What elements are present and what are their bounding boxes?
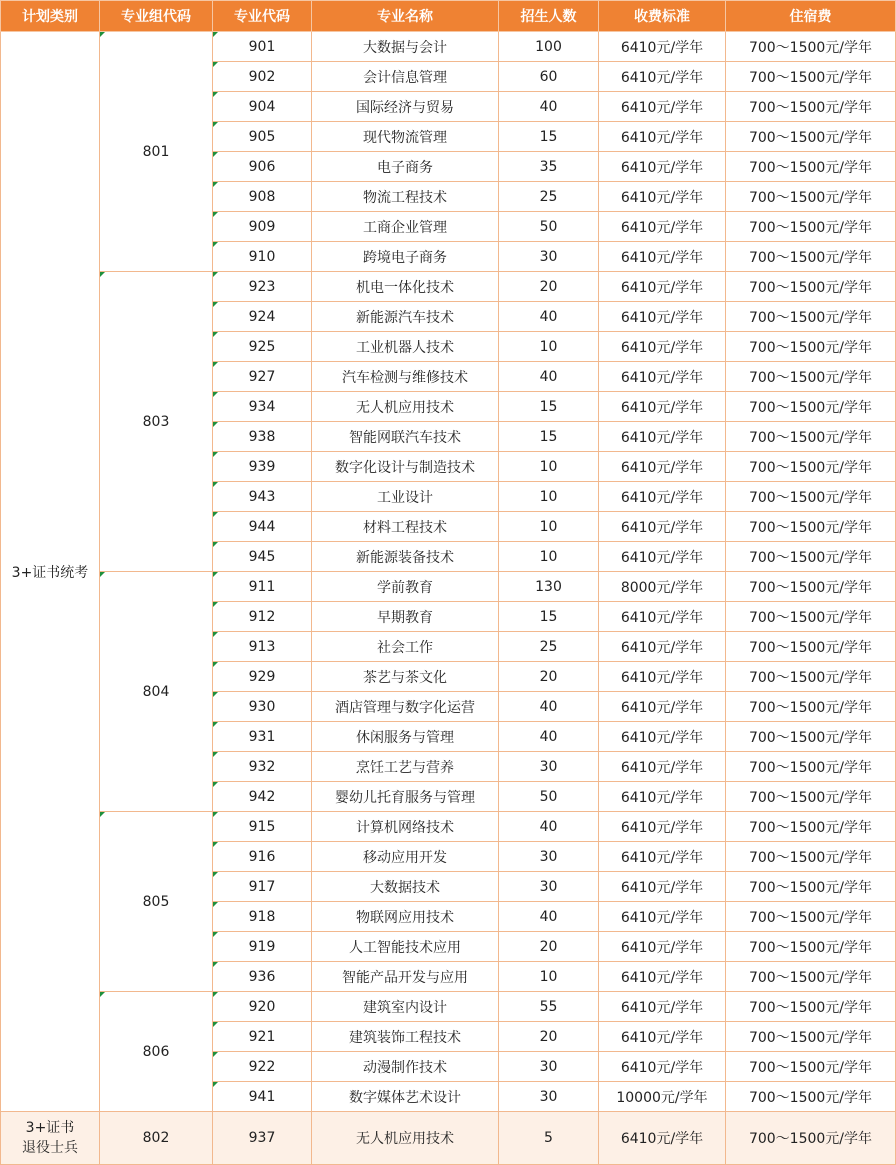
lodging-cell: 700～1500元/学年 xyxy=(726,1052,896,1082)
tuition-cell: 6410元/学年 xyxy=(599,362,726,392)
major-code-cell: 901 xyxy=(213,32,312,62)
tuition-cell: 6410元/学年 xyxy=(599,812,726,842)
tuition-cell: 6410元/学年 xyxy=(599,1022,726,1052)
major-code-cell: 936 xyxy=(213,962,312,992)
enrollment-cell: 30 xyxy=(499,242,599,272)
lodging-cell: 700～1500元/学年 xyxy=(726,632,896,662)
lodging-cell: 700～1500元/学年 xyxy=(726,842,896,872)
enrollment-cell: 5 xyxy=(499,1112,599,1165)
enrollment-cell: 15 xyxy=(499,422,599,452)
enrollment-cell: 10 xyxy=(499,332,599,362)
major-name-cell: 大数据技术 xyxy=(312,872,499,902)
header-major-name: 专业名称 xyxy=(312,1,499,32)
tuition-cell: 6410元/学年 xyxy=(599,632,726,662)
major-code-cell: 918 xyxy=(213,902,312,932)
major-name-cell: 建筑室内设计 xyxy=(312,992,499,1022)
major-name-cell: 建筑装饰工程技术 xyxy=(312,1022,499,1052)
tuition-cell: 6410元/学年 xyxy=(599,332,726,362)
tuition-cell: 6410元/学年 xyxy=(599,932,726,962)
major-name-cell: 材料工程技术 xyxy=(312,512,499,542)
major-code-cell: 925 xyxy=(213,332,312,362)
lodging-cell: 700～1500元/学年 xyxy=(726,812,896,842)
lodging-cell: 700～1500元/学年 xyxy=(726,722,896,752)
plan-category-line: 3+证书 xyxy=(25,1120,75,1136)
tuition-cell: 6410元/学年 xyxy=(599,482,726,512)
header-lodging: 住宿费 xyxy=(726,1,896,32)
lodging-cell: 700～1500元/学年 xyxy=(726,212,896,242)
lodging-cell: 700～1500元/学年 xyxy=(726,1022,896,1052)
tuition-cell: 6410元/学年 xyxy=(599,512,726,542)
major-code-cell: 902 xyxy=(213,62,312,92)
enrollment-cell: 15 xyxy=(499,122,599,152)
enrollment-cell: 10 xyxy=(499,512,599,542)
enrollment-cell: 15 xyxy=(499,602,599,632)
table-row xyxy=(1,1112,896,1165)
table-row xyxy=(1,572,896,602)
major-name-cell: 学前教育 xyxy=(312,572,499,602)
tuition-cell: 6410元/学年 xyxy=(599,182,726,212)
lodging-cell: 700～1500元/学年 xyxy=(726,572,896,602)
enrollment-cell: 50 xyxy=(499,212,599,242)
lodging-cell: 700～1500元/学年 xyxy=(726,662,896,692)
lodging-cell: 700～1500元/学年 xyxy=(726,122,896,152)
table-row xyxy=(1,992,896,1022)
major-code-cell: 912 xyxy=(213,602,312,632)
tuition-cell: 6410元/学年 xyxy=(599,422,726,452)
tuition-cell: 6410元/学年 xyxy=(599,1052,726,1082)
major-name-cell: 无人机应用技术 xyxy=(312,1112,499,1165)
lodging-cell: 700～1500元/学年 xyxy=(726,62,896,92)
major-code-cell: 919 xyxy=(213,932,312,962)
major-name-cell: 机电一体化技术 xyxy=(312,272,499,302)
major-code-cell: 915 xyxy=(213,812,312,842)
major-code-cell: 931 xyxy=(213,722,312,752)
tuition-cell: 6410元/学年 xyxy=(599,692,726,722)
major-code-cell: 939 xyxy=(213,452,312,482)
plan-category-cell xyxy=(1,1112,100,1165)
enrollment-cell: 40 xyxy=(499,92,599,122)
tuition-cell: 6410元/学年 xyxy=(599,542,726,572)
major-name-cell: 大数据与会计 xyxy=(312,32,499,62)
major-code-cell: 942 xyxy=(213,782,312,812)
group-code-cell: 806 xyxy=(100,992,213,1112)
tuition-cell: 6410元/学年 xyxy=(599,122,726,152)
lodging-cell: 700～1500元/学年 xyxy=(726,512,896,542)
enrollment-cell: 40 xyxy=(499,812,599,842)
major-code-cell: 911 xyxy=(213,572,312,602)
group-code-cell: 804 xyxy=(100,572,213,812)
tuition-cell: 8000元/学年 xyxy=(599,572,726,602)
major-name-cell: 新能源装备技术 xyxy=(312,542,499,572)
tuition-cell: 6410元/学年 xyxy=(599,392,726,422)
major-name-cell: 工商企业管理 xyxy=(312,212,499,242)
lodging-cell: 700～1500元/学年 xyxy=(726,302,896,332)
major-name-cell: 动漫制作技术 xyxy=(312,1052,499,1082)
lodging-cell: 700～1500元/学年 xyxy=(726,692,896,722)
lodging-cell: 700～1500元/学年 xyxy=(726,872,896,902)
header-tuition: 收费标准 xyxy=(599,1,726,32)
major-name-cell: 人工智能技术应用 xyxy=(312,932,499,962)
enrollment-cell: 25 xyxy=(499,182,599,212)
tuition-cell: 6410元/学年 xyxy=(599,872,726,902)
major-name-cell: 物流工程技术 xyxy=(312,182,499,212)
major-code-cell: 922 xyxy=(213,1052,312,1082)
tuition-cell: 6410元/学年 xyxy=(599,602,726,632)
major-name-cell: 工业机器人技术 xyxy=(312,332,499,362)
enrollment-cell: 20 xyxy=(499,932,599,962)
tuition-cell: 6410元/学年 xyxy=(599,722,726,752)
header-group-code: 专业组代码 xyxy=(100,1,213,32)
tuition-cell: 6410元/学年 xyxy=(599,242,726,272)
major-code-cell: 906 xyxy=(213,152,312,182)
header-row xyxy=(1,1,896,32)
enrollment-cell: 40 xyxy=(499,362,599,392)
enrollment-cell: 30 xyxy=(499,1052,599,1082)
major-name-cell: 婴幼儿托育服务与管理 xyxy=(312,782,499,812)
lodging-cell: 700～1500元/学年 xyxy=(726,752,896,782)
enrollment-cell: 50 xyxy=(499,782,599,812)
major-code-cell: 909 xyxy=(213,212,312,242)
tuition-cell: 6410元/学年 xyxy=(599,962,726,992)
enrollment-cell: 20 xyxy=(499,272,599,302)
enrollment-cell: 10 xyxy=(499,542,599,572)
major-name-cell: 会计信息管理 xyxy=(312,62,499,92)
major-code-cell: 944 xyxy=(213,512,312,542)
enrollment-cell: 10 xyxy=(499,962,599,992)
group-code-cell: 801 xyxy=(100,32,213,272)
major-code-cell: 905 xyxy=(213,122,312,152)
lodging-cell: 700～1500元/学年 xyxy=(726,902,896,932)
enrollment-cell: 40 xyxy=(499,302,599,332)
major-name-cell: 社会工作 xyxy=(312,632,499,662)
enrollment-cell: 40 xyxy=(499,692,599,722)
enrollment-cell: 40 xyxy=(499,902,599,932)
enrollment-cell: 30 xyxy=(499,842,599,872)
major-code-cell: 923 xyxy=(213,272,312,302)
major-code-cell: 937 xyxy=(213,1112,312,1165)
lodging-cell: 700～1500元/学年 xyxy=(726,602,896,632)
major-code-cell: 941 xyxy=(213,1082,312,1112)
header-major-code: 专业代码 xyxy=(213,1,312,32)
major-name-cell: 物联网应用技术 xyxy=(312,902,499,932)
major-code-cell: 945 xyxy=(213,542,312,572)
tuition-cell: 6410元/学年 xyxy=(599,302,726,332)
tuition-cell: 6410元/学年 xyxy=(599,662,726,692)
enrollment-cell: 25 xyxy=(499,632,599,662)
lodging-cell: 700～1500元/学年 xyxy=(726,482,896,512)
plan-category-line: 退役士兵 xyxy=(22,1140,78,1156)
major-code-cell: 917 xyxy=(213,872,312,902)
enrollment-cell: 40 xyxy=(499,722,599,752)
header-enrollment: 招生人数 xyxy=(499,1,599,32)
major-name-cell: 智能产品开发与应用 xyxy=(312,962,499,992)
major-code-cell: 904 xyxy=(213,92,312,122)
lodging-cell: 700～1500元/学年 xyxy=(726,1112,896,1165)
lodging-cell: 700～1500元/学年 xyxy=(726,92,896,122)
major-code-cell: 934 xyxy=(213,392,312,422)
lodging-cell: 700～1500元/学年 xyxy=(726,932,896,962)
major-name-cell: 早期教育 xyxy=(312,602,499,632)
lodging-cell: 700～1500元/学年 xyxy=(726,32,896,62)
major-code-cell: 929 xyxy=(213,662,312,692)
enrollment-cell: 20 xyxy=(499,662,599,692)
major-name-cell: 数字媒体艺术设计 xyxy=(312,1082,499,1112)
major-code-cell: 938 xyxy=(213,422,312,452)
tuition-cell: 6410元/学年 xyxy=(599,1112,726,1165)
tuition-cell: 10000元/学年 xyxy=(599,1082,726,1112)
enrollment-cell: 30 xyxy=(499,1082,599,1112)
tuition-cell: 6410元/学年 xyxy=(599,992,726,1022)
enrollment-cell: 60 xyxy=(499,62,599,92)
group-code-cell: 805 xyxy=(100,812,213,992)
tuition-cell: 6410元/学年 xyxy=(599,752,726,782)
tuition-cell: 6410元/学年 xyxy=(599,212,726,242)
major-name-cell: 工业设计 xyxy=(312,482,499,512)
major-name-cell: 休闲服务与管理 xyxy=(312,722,499,752)
major-name-cell: 新能源汽车技术 xyxy=(312,302,499,332)
major-name-cell: 移动应用开发 xyxy=(312,842,499,872)
tuition-cell: 6410元/学年 xyxy=(599,452,726,482)
lodging-cell: 700～1500元/学年 xyxy=(726,392,896,422)
lodging-cell: 700～1500元/学年 xyxy=(726,182,896,212)
lodging-cell: 700～1500元/学年 xyxy=(726,362,896,392)
tuition-cell: 6410元/学年 xyxy=(599,32,726,62)
tuition-cell: 6410元/学年 xyxy=(599,902,726,932)
group-code-cell: 802 xyxy=(100,1112,213,1165)
enrollment-cell: 20 xyxy=(499,1022,599,1052)
header-plan-category: 计划类别 xyxy=(1,1,100,32)
enrollment-cell: 100 xyxy=(499,32,599,62)
major-code-cell: 916 xyxy=(213,842,312,872)
group-code-cell: 803 xyxy=(100,272,213,572)
major-code-cell: 908 xyxy=(213,182,312,212)
plan-category-cell: 3+证书统考 xyxy=(1,32,100,1112)
major-code-cell: 932 xyxy=(213,752,312,782)
major-code-cell: 910 xyxy=(213,242,312,272)
tuition-cell: 6410元/学年 xyxy=(599,62,726,92)
enrollment-cell: 130 xyxy=(499,572,599,602)
enrollment-cell: 10 xyxy=(499,482,599,512)
major-code-cell: 920 xyxy=(213,992,312,1022)
tuition-cell: 6410元/学年 xyxy=(599,272,726,302)
major-code-cell: 921 xyxy=(213,1022,312,1052)
enrollment-cell: 30 xyxy=(499,752,599,782)
lodging-cell: 700～1500元/学年 xyxy=(726,782,896,812)
lodging-cell: 700～1500元/学年 xyxy=(726,992,896,1022)
enrollment-cell: 30 xyxy=(499,872,599,902)
table-row xyxy=(1,272,896,302)
table-row xyxy=(1,812,896,842)
table-row xyxy=(1,32,896,62)
tuition-cell: 6410元/学年 xyxy=(599,842,726,872)
enrollment-cell: 35 xyxy=(499,152,599,182)
lodging-cell: 700～1500元/学年 xyxy=(726,1082,896,1112)
lodging-cell: 700～1500元/学年 xyxy=(726,452,896,482)
tuition-cell: 6410元/学年 xyxy=(599,152,726,182)
major-name-cell: 烹饪工艺与营养 xyxy=(312,752,499,782)
major-code-cell: 930 xyxy=(213,692,312,722)
lodging-cell: 700～1500元/学年 xyxy=(726,272,896,302)
major-code-cell: 943 xyxy=(213,482,312,512)
major-name-cell: 国际经济与贸易 xyxy=(312,92,499,122)
major-code-cell: 924 xyxy=(213,302,312,332)
lodging-cell: 700～1500元/学年 xyxy=(726,962,896,992)
major-name-cell: 计算机网络技术 xyxy=(312,812,499,842)
lodging-cell: 700～1500元/学年 xyxy=(726,422,896,452)
major-name-cell: 跨境电子商务 xyxy=(312,242,499,272)
enrollment-cell: 10 xyxy=(499,452,599,482)
major-name-cell: 智能网联汽车技术 xyxy=(312,422,499,452)
table-body xyxy=(1,32,896,1165)
major-name-cell: 汽车检测与维修技术 xyxy=(312,362,499,392)
major-name-cell: 酒店管理与数字化运营 xyxy=(312,692,499,722)
major-name-cell: 数字化设计与制造技术 xyxy=(312,452,499,482)
major-name-cell: 茶艺与茶文化 xyxy=(312,662,499,692)
enrollment-cell: 55 xyxy=(499,992,599,1022)
major-code-cell: 913 xyxy=(213,632,312,662)
major-name-cell: 电子商务 xyxy=(312,152,499,182)
enrollment-cell: 15 xyxy=(499,392,599,422)
major-name-cell: 现代物流管理 xyxy=(312,122,499,152)
tuition-cell: 6410元/学年 xyxy=(599,782,726,812)
lodging-cell: 700～1500元/学年 xyxy=(726,242,896,272)
lodging-cell: 700～1500元/学年 xyxy=(726,152,896,182)
lodging-cell: 700～1500元/学年 xyxy=(726,332,896,362)
lodging-cell: 700～1500元/学年 xyxy=(726,542,896,572)
tuition-cell: 6410元/学年 xyxy=(599,92,726,122)
major-name-cell: 无人机应用技术 xyxy=(312,392,499,422)
major-code-cell: 927 xyxy=(213,362,312,392)
